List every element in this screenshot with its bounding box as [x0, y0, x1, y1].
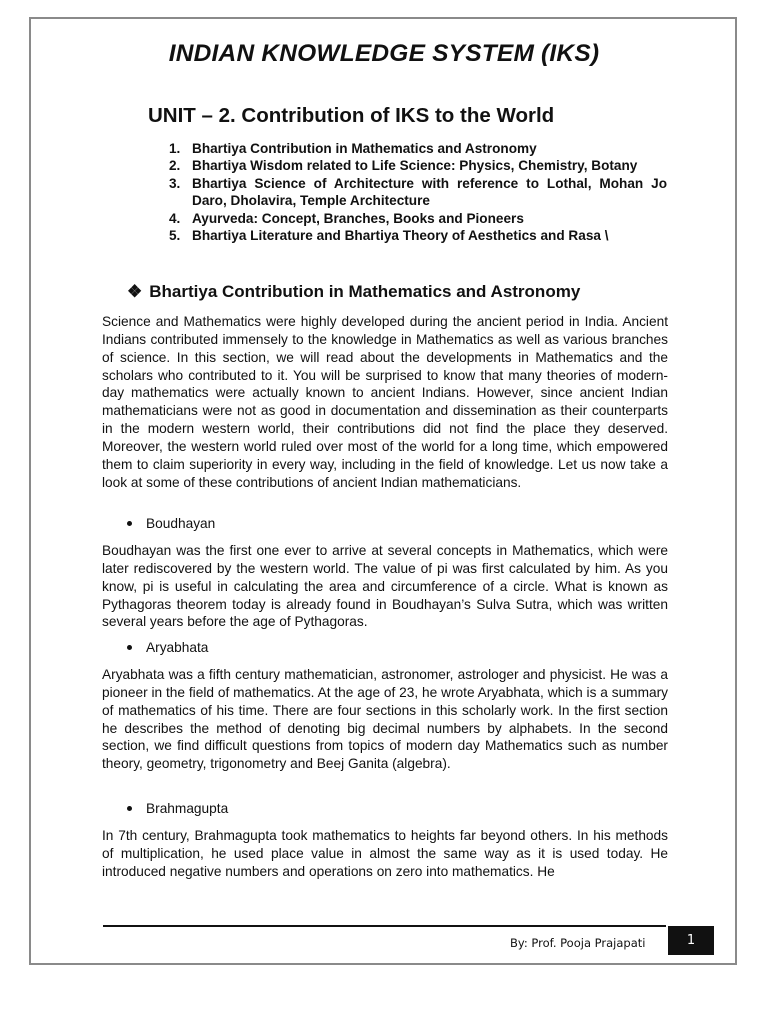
topic-number: 2. — [169, 158, 181, 174]
topic-number: 5. — [169, 228, 181, 244]
topic-item — [169, 140, 667, 157]
bullet-boudhayan — [127, 516, 215, 531]
bullet-label: Aryabhata — [146, 640, 209, 655]
topic-item — [169, 210, 667, 227]
footer-author: By: Prof. Pooja Prajapati — [510, 936, 646, 950]
page-number: 1 — [668, 926, 714, 955]
section-heading-text: Bhartiya Contribution in Mathematics and Astronomy — [149, 282, 581, 301]
topic-text: Ayurveda: Concept, Branches, Books and Pioneers — [192, 210, 524, 226]
topic-text: Bhartiya Wisdom related to Life Science: Physics, Chemistry, Botany — [192, 158, 638, 174]
topic-item — [169, 175, 667, 210]
bullet-aryabhata — [127, 640, 208, 655]
intro-paragraph: Science and Mathematics were highly developed during the ancient period in India. Ancient Indians contributed immensely to the knowledge in Mathematics as well as various branches of science. In this section, we will read about the developments in Mathematics and the scholars who contributed to it. You will be surprised to know that many theories of modern-day mathematics were actually known to ancient Indians. However, since ancient Indian mathematicians were not as good in documentation and dissemination as their counterparts in the modern western world, their contributions did not find the place they deserved. Moreover, the western world ruled over most of the world for a long time, which empowered them to claim superiority in every way, including in the field of knowledge. Let us now take a look at some of these contributions of ancient Indian mathematicians. — [102, 314, 668, 490]
brahmagupta-paragraph: In 7th century, Brahmagupta took mathematics to heights far beyond others. In his methods of multiplication, he used place value in almost the same way as it is used today. He introduced negative numbers and operations on zero into mathematics. He — [102, 828, 668, 879]
topic-text: Bhartiya Contribution in Mathematics and Astronomy — [192, 141, 537, 156]
boudhayan-paragraph: Boudhayan was the first one ever to arrive at several concepts in Mathematics, which were later rediscovered by the western world. The value of pi was first calculated by him. As you know, pi is useful in calculating the area and circumference of a circle. What is known as Pythagoras theorem today is already found in Boudhayan’s Sulva Sutra, which was written several years before the age of Pythagoras. — [102, 543, 668, 630]
topic-number: 3. — [169, 175, 181, 191]
footer-divider — [103, 925, 666, 927]
topic-list — [169, 140, 667, 244]
topic-item — [169, 157, 667, 174]
bullet-dot-icon — [127, 806, 132, 811]
aryabhata-paragraph: Aryabhata was a fifth century mathematician, astronomer, astrologer and physicist. He was a pioneer in the field of mathematics. At the age of 23, he wrote Aryabhata, which is a summary of mathematics of his time. There are four sections in this scholarly work. In the first section he describes the method of denoting big decimal numbers by alphabets. In the second section, we find difficult questions from topics of modern day Mathematics such as number theory, geometry, trigonometry and Beej Ganita (algebra). — [102, 667, 668, 772]
bullet-dot-icon — [127, 645, 132, 650]
topic-text: Bhartiya Literature and Bhartiya Theory of Aesthetics and Rasa \ — [192, 228, 609, 244]
diamond-bullet-icon: ❖ — [127, 282, 143, 301]
topic-item — [169, 227, 667, 244]
document-title: INDIAN KNOWLEDGE SYSTEM (IKS) — [168, 40, 600, 67]
bullet-brahmagupta — [127, 801, 228, 816]
bullet-label: Brahmagupta — [146, 801, 229, 816]
topic-text: Bhartiya Science of Architecture with reference to Lothal, Mohan Jo Daro, Dholavira, Temple Architecture — [192, 175, 667, 209]
topic-number: 4. — [169, 210, 181, 226]
topic-number: 1. — [169, 141, 181, 156]
bullet-dot-icon — [127, 521, 132, 526]
bullet-label: Boudhayan — [146, 516, 216, 531]
unit-title: UNIT – 2. Contribution of IKS to the World — [148, 104, 555, 127]
section-heading — [127, 282, 580, 302]
